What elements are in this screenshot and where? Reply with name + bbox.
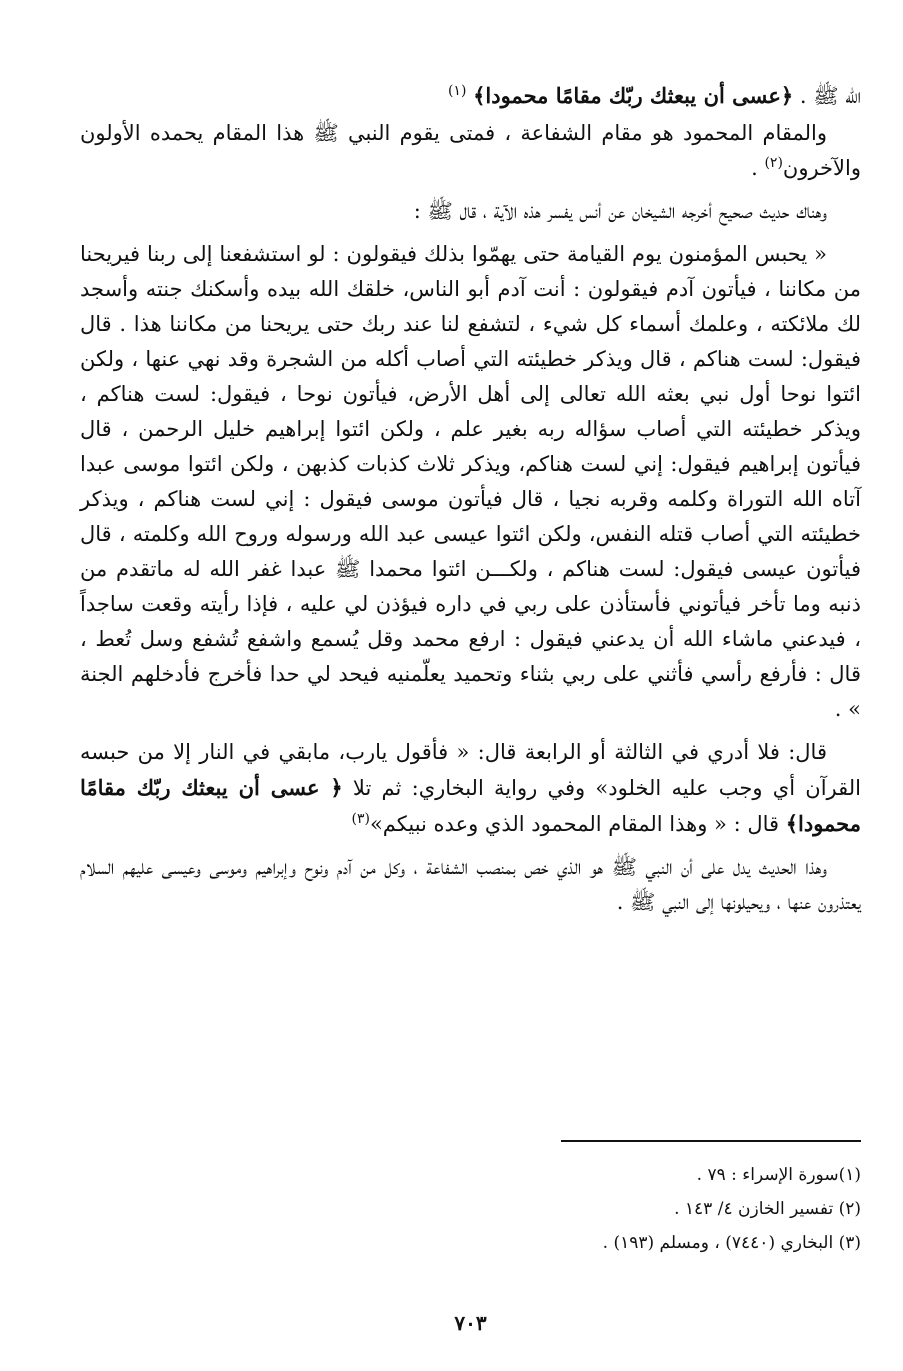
paragraph-bukhari-text-2: قال : « وهذا المقام المحمود الذي وعده نبيكم» bbox=[369, 812, 786, 836]
quran-verse: ﴿عسى أن يبعثك ربّك مقامًا محمودا﴾ bbox=[473, 83, 794, 108]
footnote-3: (٣) البخاري (٧٤٤٠) ، ومسلم (١٩٣) . bbox=[602, 1233, 861, 1253]
paragraph-maqam-text: والمقام المحمود هو مقام الشفاعة ، فمتى يقوم النبي ﷺ هذا المقام يحمده الأولون والآخرون bbox=[80, 121, 861, 180]
paragraph-hadith: « يحبس المؤمنون يوم القيامة حتى يهمّوا بذلك فيقولون : لو استشفعنا إلى ربنا فيريحنا من مكاننا ، فيأتون آدم فيقولون : أنت آدم أبو الناس، خلقك الله بيده وأسكنك جنته وأسجد لك ملائكته ، وعلمك أسماء كل شيء ، لتشفع لنا عند ربك حتى يريحنا من مكاننا هذا . قال فيقول: لست هناكم ، قال ويذكر خطيئته التي أصاب أكله من الشجرة وقد نهي عنها ، ولكن ائتوا نوحا أول نبي بعثه الله تعالى إلى أهل الأرض، فيأتون نوحا ، فيقول: لست هناكم ، ويذكر خطيئته التي أصاب سؤاله ربه بغير علم ، ولكن ائتوا إبراهيم خليل الرحمن ، قال فيأتون إبراهيم فيقول: إني لست هناكم، ويذكر ثلاث كذبات كذبهن ، ولكن ائتوا موسى عبدا آتاه الله التوراة وكلمه وقربه نجيا ، قال فيأتون موسى فيقول : إني لست هناكم ، ويذكر خطيئته التي أصاب قتله النفس، ولكن ائتوا عيسى عبد الله ورسوله وروح الله وكلمته ، قال فيأتون عيسى فيقول: لست هناكم ، ولكـــن ائتوا محمدا ﷺ عبدا غفر الله له ماتقدم من ذنبه وما تأخر فيأتوني فأستأذن على ربي في داره فيؤذن لي عليه ، فإذا رأيته وقعت ساجداً ، فيدعني ماشاء الله أن يدعني فيقول : ارفع محمد وقل يُسمع واشفع تُشفع وسل تُعط ، قال : فأرفع رأسي فأثني على ربي بثناء وتحميد يعلّمنيه فيحد لي حدا فأخرج فأدخلهم الجنة » . bbox=[80, 242, 861, 721]
paragraph-conclusion: وهذا الحديث يدل على أن النبي ﷺ هو الذي خص بمنصب الشفاعة ، وكل من آدم ونوح وإبراهيم وموسى وعيسى عليهم السلام يعتذرون عنها ، ويحيلونها إلى النبي ﷺ . bbox=[80, 855, 861, 914]
paragraph-opening-prefix: الله ﷺ . bbox=[799, 84, 861, 108]
footnotes bbox=[80, 1158, 861, 1260]
footnote-2: (٢) تفسير الخازن ٤/ ١٤٣ . bbox=[674, 1199, 861, 1219]
paragraph-maqam bbox=[80, 116, 861, 186]
footnote-divider bbox=[561, 1140, 861, 1142]
page-number: ٧٠٣ bbox=[454, 1311, 487, 1335]
paragraph-maqam-end: . bbox=[751, 156, 765, 180]
paragraph-opening bbox=[80, 78, 861, 114]
paragraph-bukhari-text: قال: فلا أدري في الثالثة أو الرابعة قال: « فأقول يارب، مابقي في النار إلا من حبسه القرآن أي وجب عليه الخلود» وفي رواية البخاري: ثم تلا bbox=[80, 740, 861, 800]
paragraph-hadith-intro: وهناك حديث صحيح أخرجه الشيخان عن أنس يفسر هذه الآية ، قال ﷺ : bbox=[413, 199, 827, 223]
footnote-ref-3: (٣) bbox=[351, 811, 370, 827]
footnote-ref-2: (٢) bbox=[764, 155, 783, 171]
footnote-1: (١)سورة الإسراء : ٧٩ . bbox=[696, 1165, 861, 1185]
footnote-ref-1: (١) bbox=[447, 83, 467, 99]
page-body bbox=[80, 78, 861, 1371]
paragraph-bukhari bbox=[80, 735, 861, 842]
quran-verse-2: ﴿ عسى أن يبعثك ربّك مقامًا محمودا﴾ bbox=[80, 775, 861, 836]
